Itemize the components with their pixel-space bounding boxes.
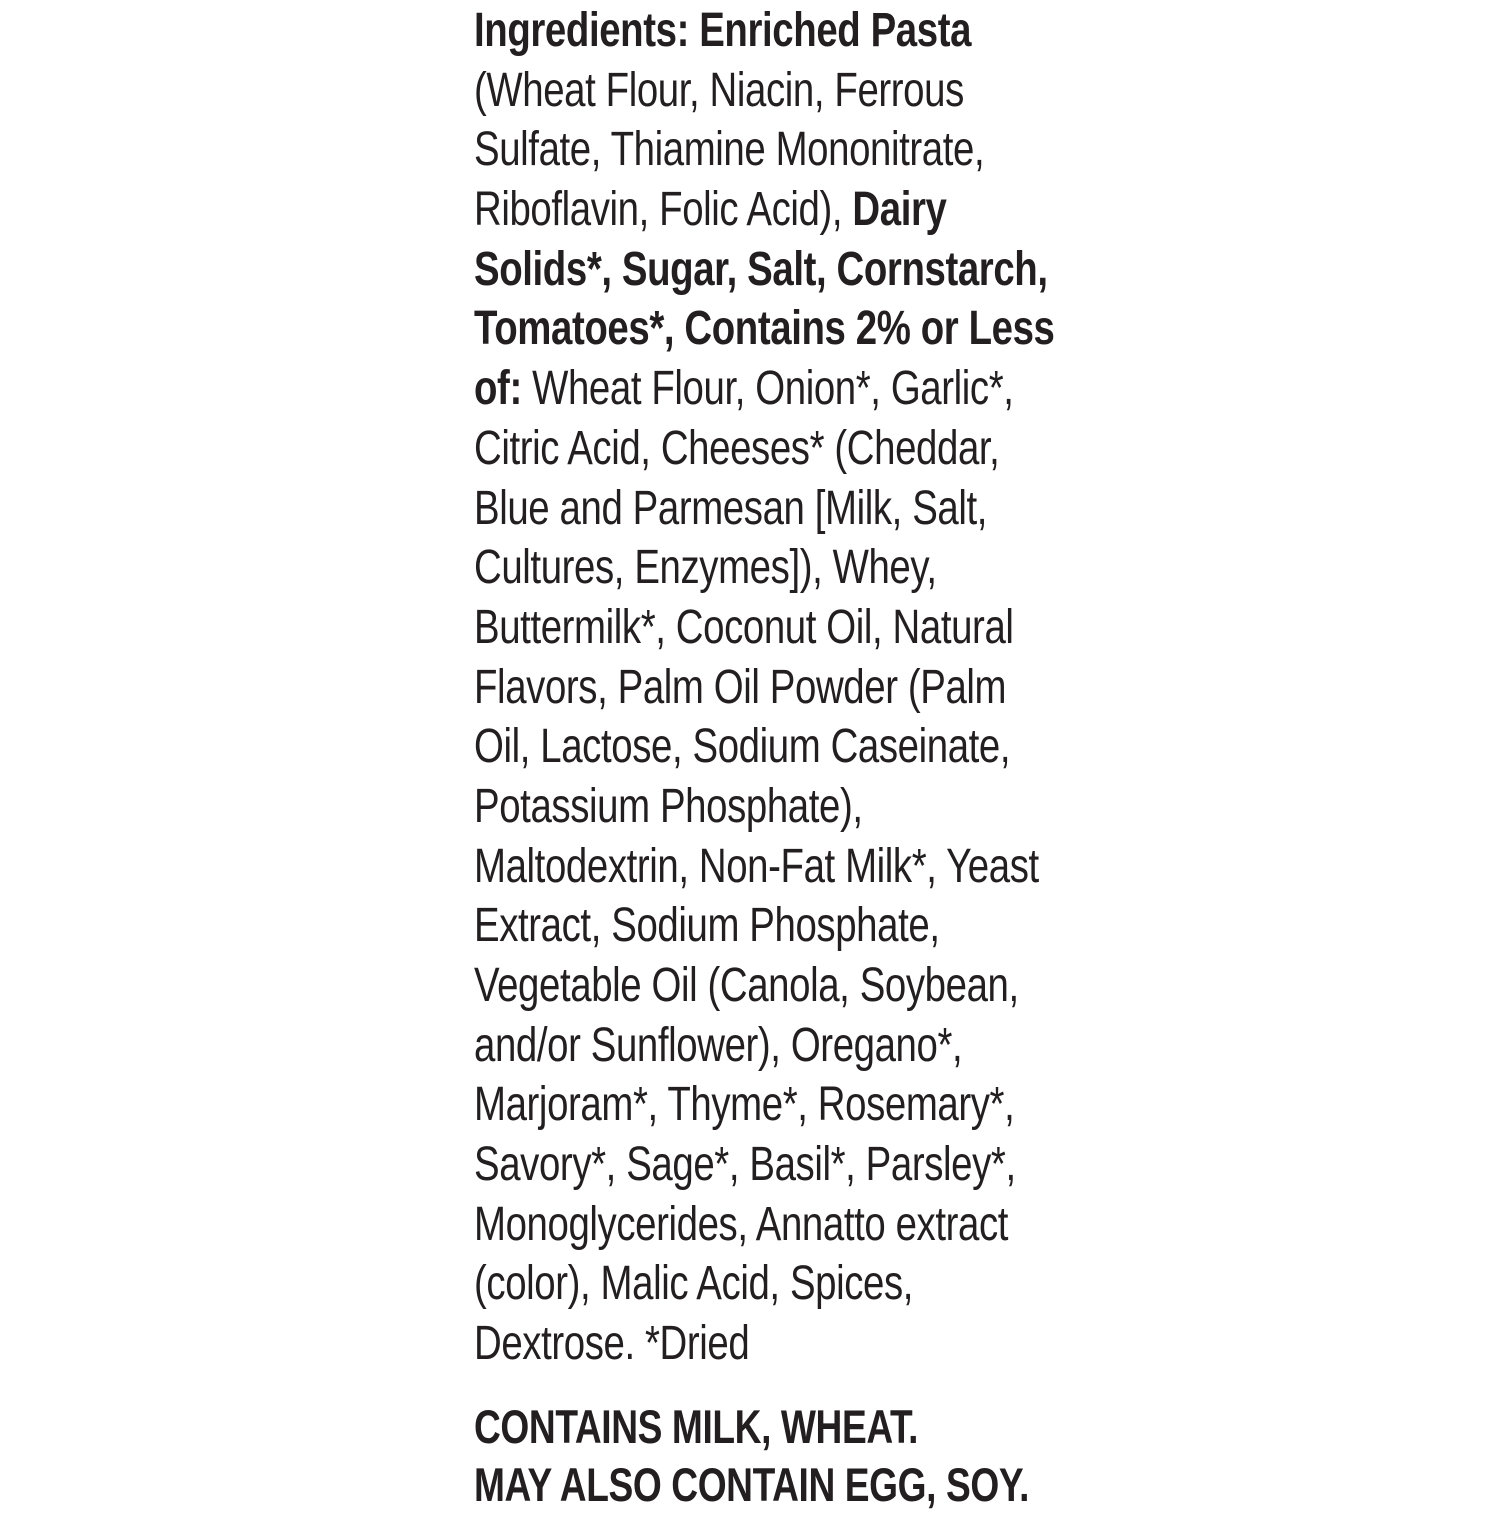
ingredient-text: Maltodextrin, Non-Fat Milk*, Yeast — [474, 839, 1039, 893]
ingredient-line — [474, 837, 1039, 897]
ingredient-text: and/or Sunflower), Oregano*, — [474, 1018, 963, 1072]
ingredient-text-bold: of: — [474, 362, 522, 416]
ingredient-line — [474, 359, 1014, 419]
ingredient-text-bold: Solids*, Sugar, Salt, Cornstarch, — [474, 242, 1048, 296]
ingredient-text: Cultures, Enzymes]), Whey, — [474, 541, 937, 595]
ingredient-text: Oil, Lactose, Sodium Caseinate, — [474, 720, 1011, 774]
ingredient-line — [474, 419, 1000, 479]
ingredient-line — [474, 120, 985, 180]
ingredient-line — [474, 1075, 1015, 1135]
ingredient-text: Buttermilk*, Coconut Oil, Natural — [474, 600, 1014, 654]
ingredient-text: Monoglycerides, Annatto extract — [474, 1197, 1009, 1251]
ingredients-statement — [474, 0, 1074, 1374]
ingredient-text: (Wheat Flour, Niacin, Ferrous — [474, 63, 964, 117]
ingredient-line — [474, 538, 954, 598]
ingredient-text-bold: Tomatoes*, Contains 2% or Less — [474, 302, 1055, 356]
ingredient-line — [474, 479, 988, 539]
ingredients-label-panel — [474, 0, 1074, 1514]
allergen-statement — [474, 1398, 1074, 1514]
ingredient-line — [474, 956, 1019, 1016]
ingredient-text: Marjoram*, Thyme*, Rosemary*, — [474, 1078, 1015, 1132]
ingredient-line — [474, 658, 1007, 718]
ingredient-text: Sulfate, Thiamine Mononitrate, — [474, 123, 985, 177]
ingredient-line — [474, 598, 1014, 658]
ingredient-line — [474, 1135, 1016, 1195]
ingredient-text-bold: Dairy — [852, 183, 947, 237]
ingredient-text: Flavors, Palm Oil Powder (Palm — [474, 660, 1007, 714]
ingredient-line — [474, 240, 1048, 300]
ingredient-text: Wheat Flour, Onion*, Garlic*, — [521, 362, 1014, 416]
ingredient-text: Potassium Phosphate), — [474, 779, 863, 833]
ingredient-text: Blue and Parmesan [Milk, Salt, — [474, 481, 988, 535]
ingredient-line — [474, 1254, 954, 1314]
ingredient-line — [474, 1195, 1009, 1255]
ingredient-line — [474, 1, 972, 61]
ingredient-text: Citric Acid, Cheeses* (Cheddar, — [474, 421, 1000, 475]
ingredient-line — [474, 777, 954, 837]
ingredient-text: (color), Malic Acid, Spices, — [474, 1257, 914, 1311]
ingredient-line — [474, 896, 954, 956]
ingredient-line — [474, 1016, 963, 1076]
ingredient-text-bold: Ingredients: Enriched Pasta — [474, 4, 972, 57]
ingredient-text: Vegetable Oil (Canola, Soybean, — [474, 959, 1019, 1012]
ingredient-line — [474, 61, 964, 121]
may-contain-allergens-line: MAY ALSO CONTAIN EGG, SOY. — [474, 1457, 1030, 1511]
ingredient-text: Extract, Sodium Phosphate, — [474, 899, 940, 953]
ingredient-text: Riboflavin, Folic Acid), — [474, 183, 853, 237]
ingredient-line — [474, 717, 1011, 777]
contains-allergens-line: CONTAINS MILK, WHEAT. — [474, 1399, 919, 1453]
ingredient-text: Dextrose. *Dried — [474, 1317, 750, 1371]
ingredient-text: Savory*, Sage*, Basil*, Parsley*, — [474, 1138, 1016, 1192]
ingredient-line — [474, 299, 1055, 359]
ingredient-line — [474, 180, 954, 240]
ingredient-line — [474, 1314, 954, 1374]
